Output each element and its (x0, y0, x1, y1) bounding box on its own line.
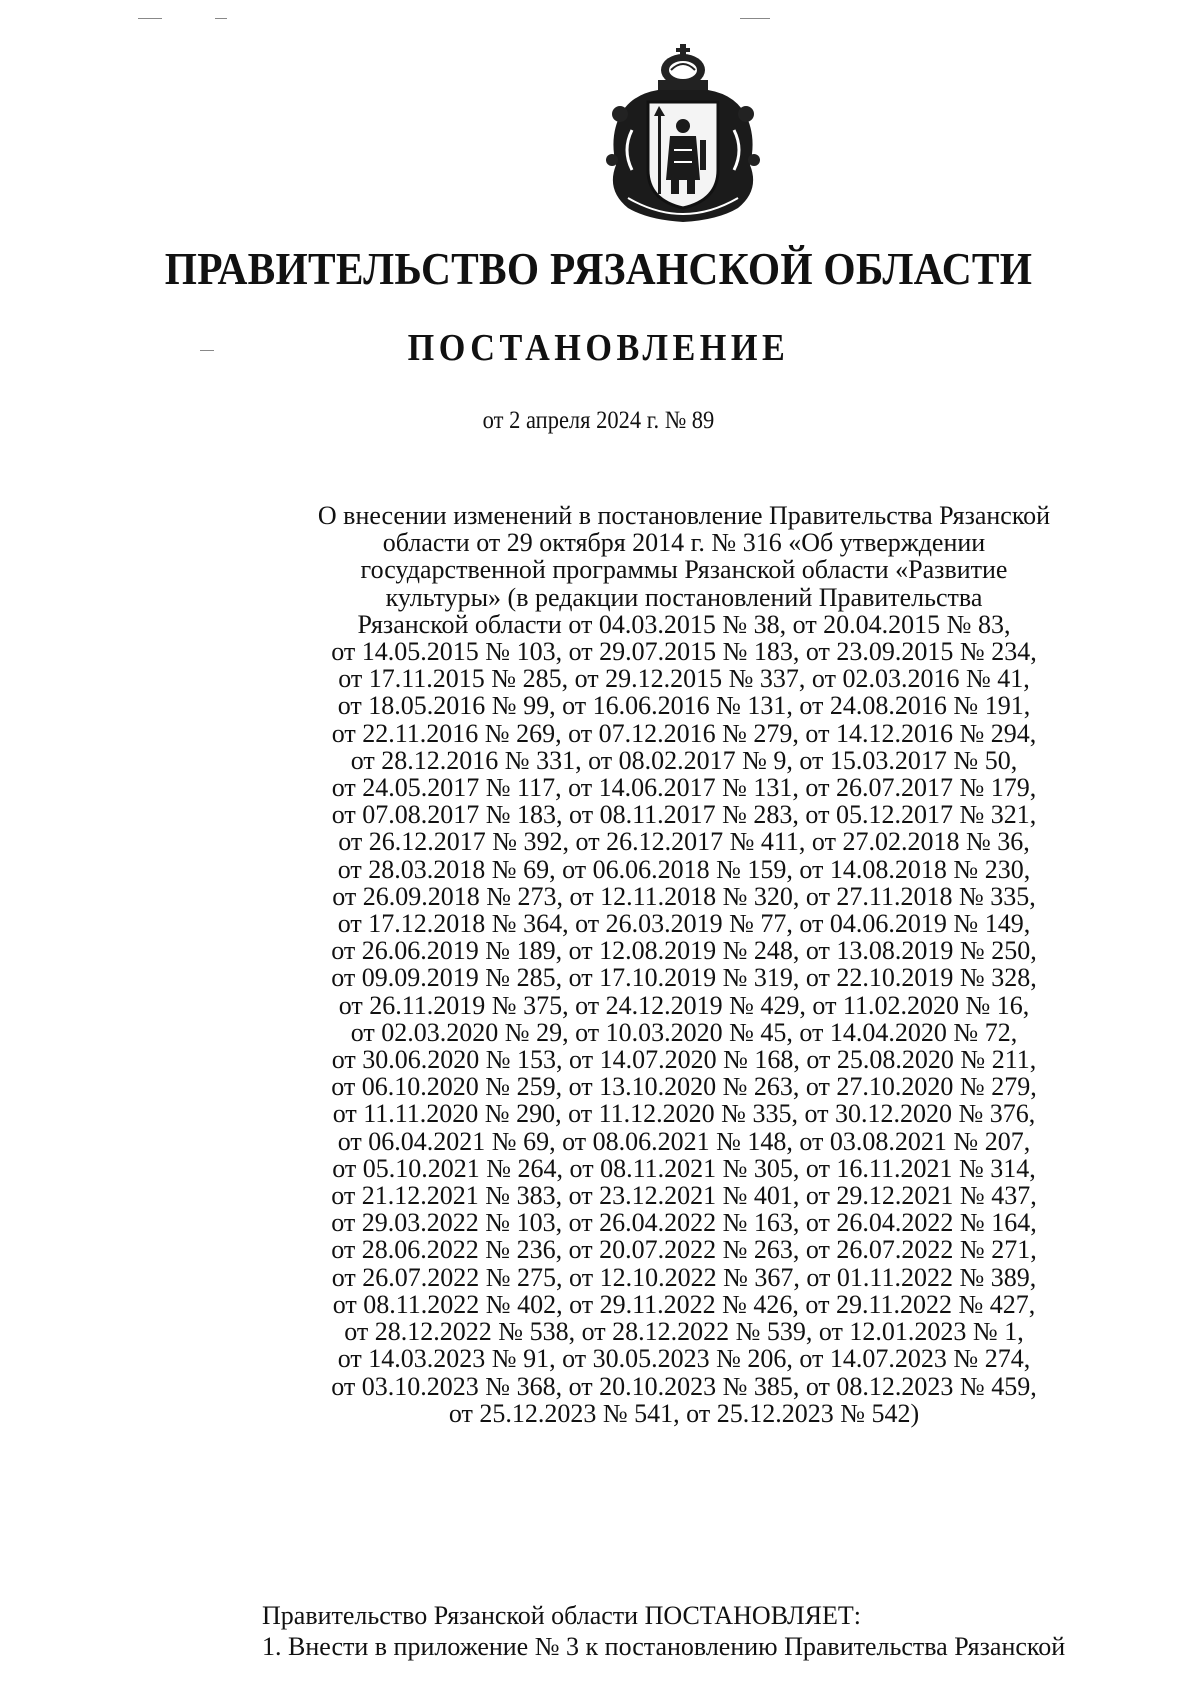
scan-mark (740, 18, 770, 19)
title-line: области от 29 октября 2014 г. № 316 «Об утверждении (382, 528, 986, 558)
amendment-line: от 26.09.2018 № 273, от 12.11.2018 № 320, от 27.11.2018 № 335, (332, 881, 1036, 911)
amendment-line: от 26.12.2017 № 392, от 26.12.2017 № 411, от 27.02.2018 № 36, (338, 827, 1030, 857)
document-date-number: от 2 апреля 2024 г. № 89 (482, 407, 715, 434)
amendment-line: от 25.12.2023 № 541, от 25.12.2023 № 542) (448, 1398, 920, 1428)
document-type-heading: ПОСТАНОВЛЕНИЕ (407, 327, 790, 369)
amendment-line: от 28.12.2016 № 331, от 08.02.2017 № 9, от 15.03.2017 № 50, (350, 745, 1018, 775)
amendment-line: от 14.03.2023 № 91, от 30.05.2023 № 206, от 14.07.2023 № 274, (337, 1344, 1031, 1374)
amendment-line: от 18.05.2016 № 99, от 16.06.2016 № 131, от 24.08.2016 № 191, (337, 691, 1031, 721)
resolution-body (262, 1600, 1142, 1662)
amendment-line: от 09.09.2019 № 285, от 17.10.2019 № 319, от 22.10.2019 № 328, (331, 963, 1037, 993)
amendment-line: от 06.04.2021 № 69, от 08.06.2021 № 148, от 03.08.2021 № 207, (337, 1126, 1031, 1156)
amendment-line: от 28.06.2022 № 236, от 20.07.2022 № 263, от 26.07.2022 № 271, (331, 1235, 1037, 1265)
amendment-line: от 26.11.2019 № 375, от 24.12.2019 № 429, от 11.02.2020 № 16, (338, 990, 1030, 1020)
amendment-line: от 11.11.2020 № 290, от 11.12.2020 № 335, от 30.12.2020 № 376, (332, 1099, 1036, 1129)
amendment-line: Рязанской области от 04.03.2015 № 38, от 20.04.2015 № 83, (357, 609, 1011, 639)
amendment-line: от 24.05.2017 № 117, от 14.06.2017 № 131, от 26.07.2017 № 179, (331, 773, 1037, 803)
amendment-line: от 28.12.2022 № 538, от 28.12.2022 № 539, от 12.01.2023 № 1, (344, 1317, 1024, 1347)
resolution-title (258, 502, 1110, 1427)
amendment-line: от 05.10.2021 № 264, от 08.11.2021 № 305, от 16.11.2021 № 314, (332, 1153, 1036, 1183)
preamble-paragraph: Правительство Рязанской области ПОСТАНОВЛЯЕТ: (262, 1601, 862, 1630)
coat-of-arms-emblem (588, 40, 778, 230)
amendment-line: от 03.10.2023 № 368, от 20.10.2023 № 385, от 08.12.2023 № 459, (331, 1371, 1037, 1401)
amendment-line: от 26.06.2019 № 189, от 12.08.2019 № 248, от 13.08.2019 № 250, (331, 936, 1037, 966)
amendment-line: от 07.08.2017 № 183, от 08.11.2017 № 283, от 05.12.2017 № 321, (331, 800, 1037, 830)
amendment-line: от 14.05.2015 № 103, от 29.07.2015 № 183, от 23.09.2015 № 234, (331, 637, 1037, 667)
title-line: государственной программы Рязанской области «Развитие (360, 555, 1008, 585)
title-line: О внесении изменений в постановление Правительства Рязанской (317, 501, 1051, 530)
amendment-line: от 17.11.2015 № 285, от 29.12.2015 № 337, от 02.03.2016 № 41, (338, 664, 1030, 694)
amendment-line: от 30.06.2020 № 153, от 14.07.2020 № 168, от 25.08.2020 № 211, (331, 1045, 1037, 1075)
amendment-line: от 17.12.2018 № 364, от 26.03.2019 № 77, от 04.06.2019 № 149, (337, 909, 1031, 939)
title-line: культуры» (в редакции постановлений Правительства (385, 582, 983, 612)
amendment-line: от 08.11.2022 № 402, от 29.11.2022 № 426, от 29.11.2022 № 427, (332, 1289, 1036, 1319)
amendment-line: от 06.10.2020 № 259, от 13.10.2020 № 263, от 27.10.2020 № 279, (331, 1072, 1037, 1102)
amendment-line: от 28.03.2018 № 69, от 06.06.2018 № 159, от 14.08.2018 № 230, (337, 854, 1031, 884)
scan-mark (215, 18, 227, 19)
amendment-line: от 29.03.2022 № 103, от 26.04.2022 № 163, от 26.04.2022 № 164, (331, 1208, 1037, 1238)
item-1-paragraph: 1. Внести в приложение № 3 к постановлению Правительства Рязанской (262, 1632, 1066, 1661)
amendment-line: от 26.07.2022 № 275, от 12.10.2022 № 367, от 01.11.2022 № 389, (331, 1262, 1037, 1292)
organization-heading: ПРАВИТЕЛЬСТВО РЯЗАНСКОЙ ОБЛАСТИ (164, 243, 1033, 294)
amendment-line: от 22.11.2016 № 269, от 07.12.2016 № 279, от 14.12.2016 № 294, (331, 718, 1037, 748)
amendment-line: от 21.12.2021 № 383, от 23.12.2021 № 401, от 29.12.2021 № 437, (331, 1181, 1037, 1211)
scan-mark (138, 18, 162, 19)
amendment-line: от 02.03.2020 № 29, от 10.03.2020 № 45, от 14.04.2020 № 72, (350, 1017, 1018, 1047)
